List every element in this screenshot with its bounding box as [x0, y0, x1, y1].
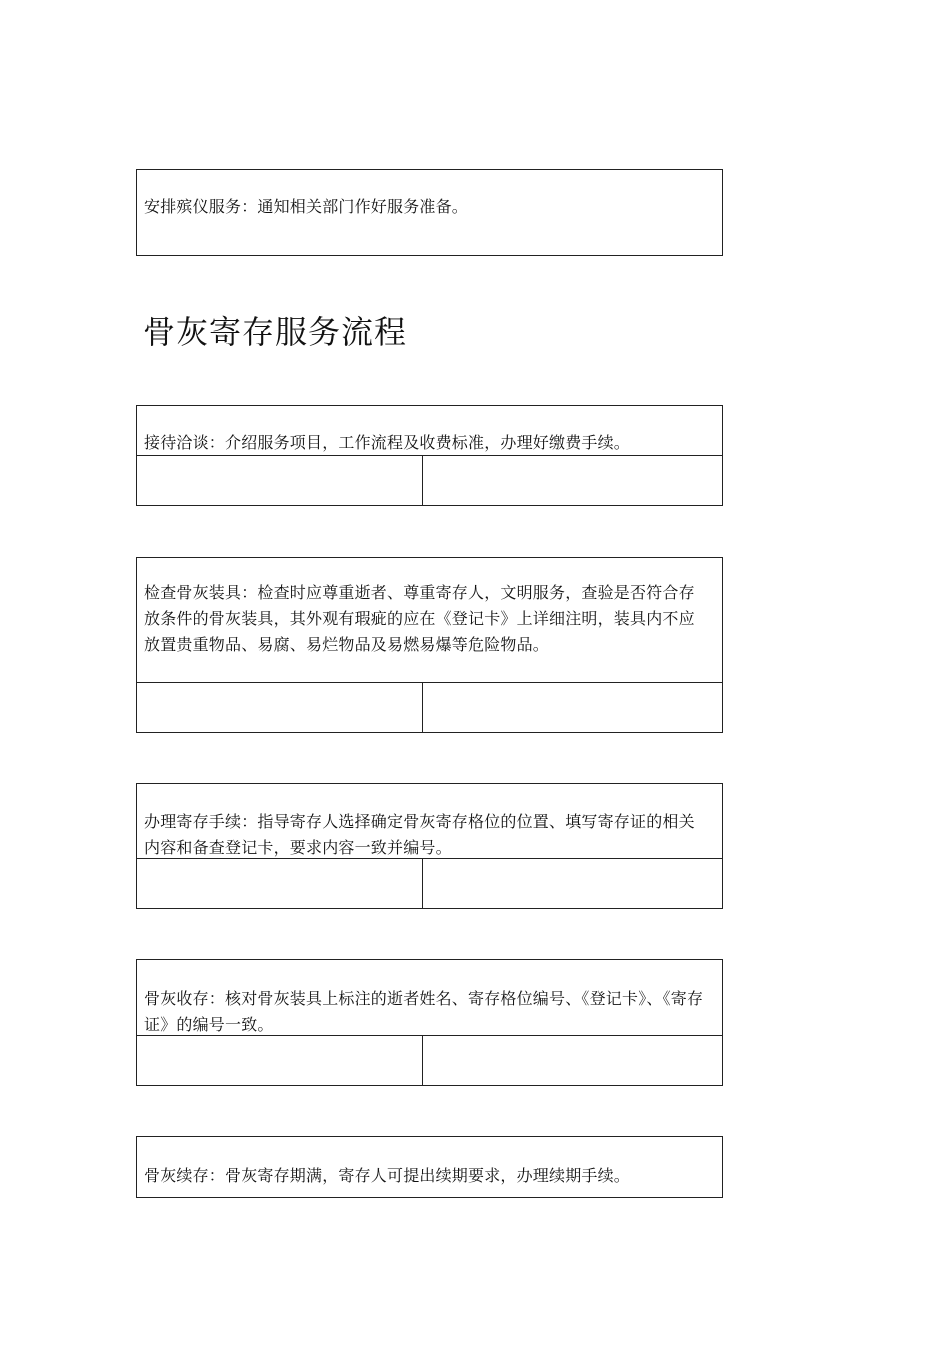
step-box-inspect-urn	[136, 557, 723, 733]
step-box-deposit-procedure	[136, 783, 723, 909]
step-text-ash-storage: 骨灰收存：核对骨灰装具上标注的逝者姓名、寄存格位编号、《登记卡》、《寄存证》的编号一致。	[144, 989, 704, 1034]
step-box-ash-storage	[136, 959, 723, 1086]
step-text-renewal: 骨灰续存：骨灰寄存期满，寄存人可提出续期要求，办理续期手续。	[144, 1166, 631, 1185]
step-box-reception	[136, 405, 723, 506]
step-blank-row	[136, 1035, 723, 1086]
blank-cell-left	[137, 859, 423, 908]
step-blank-row	[136, 858, 723, 909]
blank-cell-right	[423, 683, 722, 732]
blank-cell-right	[423, 1036, 722, 1085]
step-blank-row	[136, 682, 723, 733]
blank-cell-left	[137, 1036, 423, 1085]
blank-cell-left	[137, 683, 423, 732]
blank-cell-right	[423, 859, 722, 908]
intro-text: 安排殡仪服务：通知相关部门作好服务准备。	[144, 197, 469, 216]
blank-cell-left	[137, 456, 423, 505]
step-text-reception: 接待洽谈：介绍服务项目，工作流程及收费标准，办理好缴费手续。	[144, 433, 631, 452]
step-text-inspect-urn: 检查骨灰装具：检查时应尊重逝者、尊重寄存人，文明服务，查验是否符合存放条件的骨灰装具，其外观有瑕疵的应在《登记卡》上详细注明，装具内不应放置贵重物品、易腐、易烂物品及易燃易爆等危险物品。	[144, 583, 695, 654]
step-box-renewal	[136, 1136, 723, 1198]
step-text-deposit-procedure: 办理寄存手续：指导寄存人选择确定骨灰寄存格位的位置、填写寄存证的相关内容和备查登记卡，要求内容一致并编号。	[144, 812, 695, 857]
blank-cell-right	[423, 456, 722, 505]
intro-box	[136, 169, 723, 256]
section-title: 骨灰寄存服务流程	[143, 313, 408, 351]
step-blank-row	[136, 455, 723, 506]
